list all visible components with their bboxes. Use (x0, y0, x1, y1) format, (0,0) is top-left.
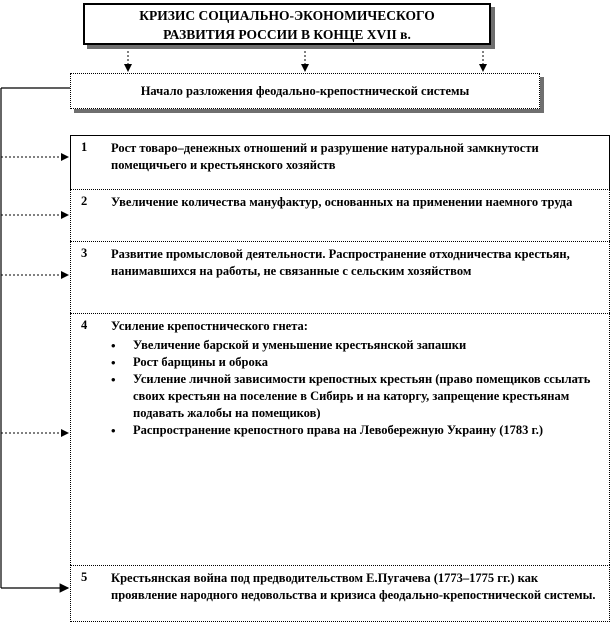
item-text: Крестьянская война под предводительством Е.Пугачева (1773–1775 гг.) как проявление народного недовольства и кризиса феодально-крепостнической системы. (111, 571, 596, 602)
item-text: Рост товаро–денежных отношений и разрушение натуральной замкнутости помещичьего и крестьянского хозяйств (111, 141, 539, 172)
item-heading: Усиление крепостнического гнета: (111, 319, 308, 333)
list-item-3 (70, 241, 610, 313)
item-text: Развитие промысловой деятельности. Распространение отходничества крестьян, нанимавшихся на работы, не связанные с сельским хозяйством (111, 247, 570, 278)
subtitle-box (70, 73, 540, 109)
bullet-list (111, 337, 599, 439)
item-text: Увеличение количества мануфактур, основанных на применении наемного труда (111, 195, 573, 209)
title-line-1: КРИЗИС СОЦИАЛЬНО-ЭКОНОМИЧЕСКОГО (139, 8, 435, 23)
list-item-1 (70, 135, 610, 189)
bullet-item: • Рост барщины и оброка (133, 354, 599, 371)
item-number: 5 (81, 570, 88, 584)
subtitle-text: Начало разложения феодально-крепостнической системы (140, 84, 470, 98)
bullet-item: • Усиление личной зависимости крепостных крестьян (право помещиков ссылать своих крестьян на поселение в Сибирь и на каторгу, запрещение крестьянам подавать жалобы на помещиков) (133, 371, 599, 422)
title-line-2: РАЗВИТИЯ РОССИИ В КОНЦЕ XVII в. (163, 27, 411, 42)
item-number: 2 (81, 194, 88, 208)
bullet-item: • Распространение крепостного права на Левобережную Украину (1783 г.) (133, 422, 599, 439)
bullet-item: • Увеличение барской и уменьшение крестьянской запашки (133, 337, 599, 354)
list-item-5 (70, 565, 610, 622)
item-number: 4 (81, 318, 88, 332)
item-number: 3 (81, 246, 88, 260)
item-number: 1 (81, 140, 88, 154)
list-item-2 (70, 189, 610, 241)
item-text-block (111, 318, 599, 439)
main-title-box (83, 3, 491, 45)
list-item-4 (70, 313, 610, 565)
